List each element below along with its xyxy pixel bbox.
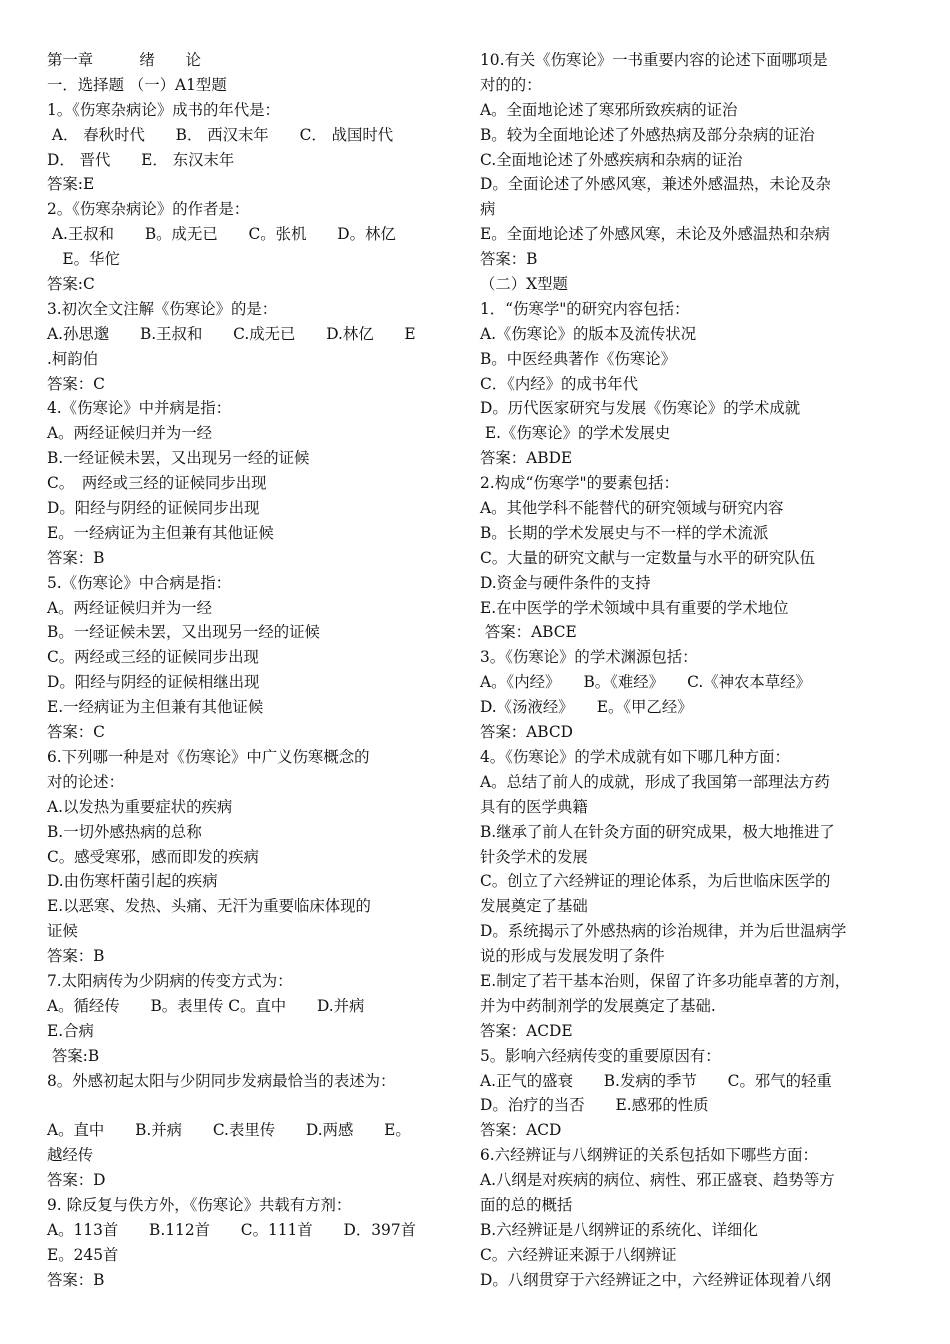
right-column [480, 48, 908, 1293]
right-column-line: C。六经辨证来源于八纲辨证 [480, 1245, 677, 1264]
right-column-line: 2.构成“伤寒学"的要素包括： [480, 474, 679, 493]
right-column-line: 4。《伤寒论》的学术成就有如下哪几种方面： [480, 747, 790, 766]
left-column-line: D。阳经与阴经的证候相继出现 [47, 673, 260, 692]
left-column-line: A.王叔和 B。成无已 C。张机 D。林亿 [47, 225, 396, 244]
right-column-line: C．《内经》的成书年代 [480, 374, 638, 393]
left-column-line: B.一经证候未罢，又出现另一经的证候 [47, 449, 310, 468]
left-column-line: 越经传 [47, 1146, 94, 1165]
right-column-line: D。治疗的当否 E.感邪的性质 [480, 1096, 709, 1115]
right-column-line: 答案：B [480, 250, 538, 269]
right-column-line: D.资金与硬件条件的支持 [480, 573, 651, 592]
left-column-line: E。245首 [47, 1245, 119, 1264]
left-column-line: 答案:B [47, 1046, 100, 1065]
left-column-line: 第一章 绪 论 [47, 51, 201, 69]
right-column-line: A.《伤寒论》的版本及流传状况 [480, 324, 697, 343]
right-column-line: D。八纲贯穿于六经辨证之中，六经辨证体现着八纲 [480, 1270, 831, 1289]
left-column-line: E。一经病证为主但兼有其他证候 [47, 523, 274, 542]
left-column-line: 证候 [47, 922, 78, 941]
left-column-line: 4.《伤寒论》中并病是指： [47, 399, 231, 418]
left-column-line: B.一切外感热病的总称 [47, 822, 202, 841]
left-column-line: E。华佗 [47, 250, 120, 269]
left-column-line: 5.《伤寒论》中合病是指： [47, 573, 231, 592]
left-column-line: 答案：C [47, 374, 105, 393]
left-column-line: 8。外感初起太阳与少阴同步发病最恰当的表述为： [47, 1071, 396, 1090]
right-column-line: 1．“伤寒学"的研究内容包括： [480, 299, 690, 318]
right-column-line: E.《伤寒论》的学术发展史 [480, 424, 671, 443]
right-column-line: 说的形成与发展发明了条件 [480, 947, 665, 966]
right-column-line: C。大量的研究文献与一定数量与水平的研究队伍 [480, 548, 815, 567]
left-column-line: 一．选择题 （一）A1型题 [47, 75, 227, 94]
left-column-line: 3.初次全文注解《伤寒论》的是： [47, 299, 278, 318]
left-column-line: A.孙思邈 B.王叔和 C.成无已 D.林亿 E [47, 324, 416, 343]
right-column-line: A。其他学科不能替代的研究领域与研究内容 [480, 499, 784, 518]
left-column-line: A。两经证候归并为一经 [47, 424, 213, 443]
right-column-line: 6.六经辨证与八纲辨证的关系包括如下哪些方面： [480, 1146, 818, 1165]
left-column-line: D。阳经与阴经的证候同步出现 [47, 499, 260, 518]
left-column-line: C。感受寒邪，感而即发的疾病 [47, 847, 259, 866]
right-column-line: 答案：ACD [480, 1121, 562, 1140]
right-column-line: A.正气的盛衰 B.发病的季节 C。邪气的轻重 [480, 1071, 832, 1090]
right-column-line: E.在中医学的学术领域中具有重要的学术地位 [480, 598, 789, 617]
left-column-line [47, 1093, 457, 1118]
right-column-line: A。总结了前人的成就，形成了我国第一部理法方药 [480, 772, 830, 791]
right-column-line: 并为中药制剂学的发展奠定了基础. [480, 996, 716, 1015]
left-column-line: 1。《伤寒杂病论》成书的年代是： [47, 100, 280, 119]
left-column-line: D.由伤寒杆菌引起的疾病 [47, 872, 218, 891]
left-column-line: 答案:E [47, 175, 95, 194]
left-column-line: A。两经证候归并为一经 [47, 598, 213, 617]
left-column-line: C。 两经或三经的证候同步出现 [47, 474, 267, 493]
right-column-line: 5。影响六经病传变的重要原因有： [480, 1046, 721, 1065]
right-column-line: A。《内经》 B。《难经》 C.《神农本草经》 [480, 673, 811, 692]
left-column-line: A． 春秋时代 B． 西汉末年 C． 战国时代 [47, 125, 394, 144]
left-column-line: 7.太阳病传为少阴病的传变方式为： [47, 971, 293, 990]
right-column-line: A.八纲是对疾病的病位、病性、邪正盛衰、趋势等方 [480, 1171, 835, 1190]
right-column-line: B.六经辨证是八纲辨证的系统化、详细化 [480, 1220, 758, 1239]
right-column-line: B。长期的学术发展史与不一样的学术流派 [480, 523, 769, 542]
left-column-line: A。循经传 B。表里传 C。直中 D.并病 [47, 996, 365, 1015]
left-column-line: 答案：C [47, 723, 105, 742]
right-column-line: 答案：ABCD [480, 723, 573, 742]
right-column-line: C。创立了六经辨证的理论体系，为后世临床医学的 [480, 872, 831, 891]
left-column-line: B。一经证候未罢，又出现另一经的证候 [47, 623, 320, 642]
left-column-line: C。两经或三经的证候同步出现 [47, 648, 259, 667]
right-column-line: D.《汤液经》 E。《甲乙经》 [480, 698, 693, 717]
right-column-line: E。全面地论述了外感风寒，未论及外感温热和杂病 [480, 225, 830, 244]
left-column [47, 48, 457, 1293]
left-column-line: E.合病 [47, 1021, 94, 1040]
left-column-line: 对的论述： [47, 772, 124, 791]
left-column-line: 答案：B [47, 1270, 105, 1289]
left-column-line: 答案：D [47, 1171, 106, 1190]
left-column-line: 答案：B [47, 947, 105, 966]
left-column-line: 2。《伤寒杂病论》的作者是： [47, 200, 250, 219]
right-column-line: B.继承了前人在针灸方面的研究成果，极大地推进了 [480, 822, 835, 841]
left-column-line: 答案：B [47, 548, 105, 567]
right-column-line: 3。《伤寒论》的学术渊源包括： [480, 648, 698, 667]
right-column-line: 10.有关《伤寒论》一书重要内容的论述下面哪项是 [480, 51, 828, 69]
right-column-line: 病 [480, 200, 496, 219]
right-column-line: D。历代医家研究与发展《伤寒论》的学术成就 [480, 399, 801, 418]
right-column-line: 发展奠定了基础 [480, 897, 588, 916]
right-column-line: 答案：ABCE [480, 623, 577, 642]
right-column-line: A。全面地论述了寒邪所致疾病的证治 [480, 100, 738, 119]
left-column-line: E.以恶寒、发热、头痛、无汗为重要临床体现的 [47, 897, 371, 916]
left-column-line: A.以发热为重要症状的疾病 [47, 797, 233, 816]
left-column-line: .柯韵伯 [47, 349, 99, 368]
right-column-line: （二）X型题 [480, 275, 568, 294]
right-column-line: B。中医经典著作《伤寒论》 [480, 349, 676, 368]
right-column-line: 对的的： [480, 75, 542, 94]
right-column-line: D。系统揭示了外感热病的诊治规律，并为后世温病学 [480, 922, 847, 941]
right-column-line: B。较为全面地论述了外感热病及部分杂病的证治 [480, 125, 815, 144]
left-column-line: A。113首 B.112首 C。111首 D．397首 [47, 1220, 417, 1239]
left-column-line: E.一经病证为主但兼有其他证候 [47, 698, 264, 717]
right-column-line: 针灸学术的发展 [480, 847, 588, 866]
right-column-line: E.制定了若干基本治则，保留了许多功能卓著的方剂， [480, 971, 851, 990]
right-column-line: 具有的医学典籍 [480, 797, 588, 816]
left-column-line: A。直中 B.并病 C.表里传 D.两感 E。 [47, 1121, 411, 1140]
right-column-line: 答案：ABDE [480, 449, 573, 468]
left-column-line: 6.下列哪一种是对《伤寒论》中广义伤寒概念的 [47, 747, 370, 766]
right-column-line: C.全面地论述了外感疾病和杂病的证治 [480, 150, 743, 169]
left-column-line: D． 晋代 E． 东汉末年 [47, 150, 235, 169]
right-column-line: 答案：ACDE [480, 1021, 573, 1040]
left-column-line: 答案:C [47, 275, 95, 294]
right-column-line: D。全面论述了外感风寒，兼述外感温热，未论及杂 [480, 175, 831, 194]
right-column-line: 面的总的概括 [480, 1195, 573, 1214]
left-column-line: 9. 除反复与佚方外，《伤寒论》共载有方剂： [47, 1195, 352, 1214]
